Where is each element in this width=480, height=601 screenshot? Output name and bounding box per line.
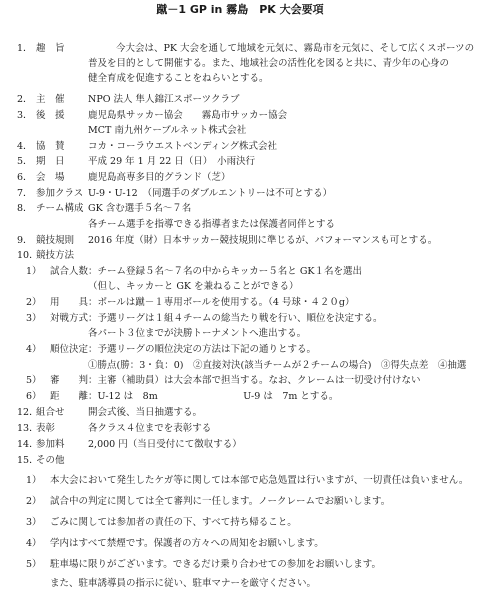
item-text: 用 具：ボールは蹴－１専用ボールを使用する。（4 号球・４２０g） bbox=[50, 297, 355, 308]
item-text: （但し、キッカーと GK を兼ねることができる） bbox=[88, 281, 299, 292]
section-number: 7． bbox=[17, 188, 33, 199]
list-item bbox=[0, 375, 480, 388]
body-text: 今大会は、PK 大会を通して地域を元気に、霧島市を元気に、そして広くスポーツの bbox=[116, 43, 475, 54]
section-number: 9． bbox=[17, 235, 33, 246]
section-label: 表彰 bbox=[36, 423, 56, 434]
list-item bbox=[0, 475, 480, 488]
section-date bbox=[0, 156, 480, 169]
section-number: 6． bbox=[17, 172, 33, 183]
item-number: 5） bbox=[26, 559, 42, 570]
section-label: 参加料 bbox=[36, 439, 65, 450]
section-value: 鹿児島県サッカー協会 霧島市サッカー協会 bbox=[88, 110, 288, 121]
section-label: チーム構成 bbox=[36, 203, 84, 214]
section-number: 14． bbox=[17, 439, 39, 450]
list-item bbox=[0, 559, 480, 572]
body-text: 普及を目的として開催する。また、地域社会の活性化を図ると共に、青少年の心身の bbox=[88, 58, 450, 69]
section-value: U-9・U-12 （同選手のダブルエントリーは不可とする） bbox=[88, 188, 333, 199]
body-text: 健全育成を促進することをねらいとする。 bbox=[88, 73, 269, 84]
section-award bbox=[0, 423, 480, 436]
section-value: GK 含む選手５名～７名 bbox=[88, 203, 192, 214]
section-label: 期 日 bbox=[36, 156, 65, 167]
section-label: 組合せ bbox=[36, 407, 65, 418]
item-text: 本大会において発生したケガ等に関しては本部で応急処置は行いますが、一切責任は負いません。 bbox=[50, 475, 469, 486]
section-value: 平成 29 年 1 月 22 日（日） 小雨決行 bbox=[88, 156, 256, 167]
list-item bbox=[0, 517, 480, 530]
item-number: 3） bbox=[26, 313, 42, 324]
section-value: 各クラス４位までを表彰する bbox=[88, 423, 212, 434]
section-number: 13． bbox=[17, 423, 39, 434]
section-rules bbox=[0, 235, 480, 248]
list-item bbox=[0, 538, 480, 551]
item-text: ごみに関しては参加者の責任の下、すべて持ち帰ること。 bbox=[50, 517, 297, 528]
item-text: 審 判：主審（補助員）は大会本部で担当する。なお、クレームは一切受け付けない bbox=[50, 375, 421, 386]
section-value: 2,000 円（当日受付にて徴収する） bbox=[88, 439, 242, 450]
section-number: 15． bbox=[17, 455, 39, 466]
section-label: 後 援 bbox=[36, 110, 65, 121]
item-text: 対戦方式：予選リーグは１組４チームの総当たり戦を行い、順位を決定する。 bbox=[50, 313, 383, 324]
item-text: また、駐車誘導員の指示に従い、駐車マナーを厳守ください。 bbox=[50, 578, 317, 589]
section-team bbox=[0, 203, 480, 216]
item-text: 学内はすべて禁煙です。保護者の方々への周知をお願いします。 bbox=[50, 538, 324, 549]
section-number: 10． bbox=[17, 250, 39, 261]
section-label: 趣 旨 bbox=[36, 43, 65, 54]
item-text: ①勝点(勝：3・負：0) ②直接対決(該当チームが２チームの場合) ③得失点差 ④抽選 bbox=[88, 360, 467, 371]
section-number: 3． bbox=[17, 110, 33, 121]
section-label: 競技方法 bbox=[36, 250, 75, 261]
item-number: 4） bbox=[26, 538, 42, 549]
section-value: 各チーム選手を指導できる指導者または保護者同伴とする bbox=[88, 219, 336, 230]
item-text: 順位決定：予選リーグの順位決定の方法は下記の通りとする。 bbox=[50, 344, 317, 355]
item-number: 2） bbox=[26, 496, 42, 507]
section-value: 開会式後、当日抽選する。 bbox=[88, 407, 203, 418]
section-value: NPO 法人 隼人錦江スポーツクラブ bbox=[88, 94, 240, 105]
section-organizer bbox=[0, 94, 480, 107]
section-value: コカ・コーラウエストベンディング株式会社 bbox=[88, 141, 278, 152]
item-text: 駐車場に限りがございます。できるだけ乗り合わせての参加をお願いします。 bbox=[50, 559, 381, 570]
item-number: 6） bbox=[26, 391, 42, 402]
section-number: 1． bbox=[17, 43, 33, 54]
item-number: 5） bbox=[26, 375, 42, 386]
section-label: 協 賛 bbox=[36, 141, 65, 152]
section-label: その他 bbox=[36, 455, 65, 466]
item-number: 3） bbox=[26, 517, 42, 528]
section-venue bbox=[0, 172, 480, 185]
section-label: 主 催 bbox=[36, 94, 65, 105]
list-item bbox=[0, 297, 480, 310]
section-draw bbox=[0, 407, 480, 420]
section-support bbox=[0, 110, 480, 123]
section-value: MCT 南九州ケーブルネット株式会社 bbox=[88, 125, 247, 136]
section-label: 競技規則 bbox=[36, 235, 75, 246]
section-other bbox=[0, 455, 480, 468]
section-number: 12． bbox=[17, 407, 39, 418]
section-class bbox=[0, 188, 480, 201]
item-number: 4） bbox=[26, 344, 42, 355]
section-sponsor bbox=[0, 141, 480, 154]
item-text: 各パート３位までが決勝トーナメントへ進出する。 bbox=[88, 328, 307, 339]
item-text: 距 離：U-12 は 8m U-9 は 7m とする。 bbox=[50, 391, 339, 402]
list-item bbox=[0, 496, 480, 509]
section-number: 2． bbox=[17, 94, 33, 105]
section-number: 5． bbox=[17, 156, 33, 167]
item-number: 1） bbox=[26, 266, 42, 277]
section-number: 4． bbox=[17, 141, 33, 152]
section-value: 鹿児島高専多目的グランド（芝） bbox=[88, 172, 231, 183]
list-item bbox=[0, 391, 480, 404]
section-label: 参加クラス bbox=[36, 188, 84, 199]
item-text: 試合人数：チーム登録５名～７名の中からキッカー５名と GK１名を選出 bbox=[50, 266, 363, 277]
item-number: 1） bbox=[26, 475, 42, 486]
section-method bbox=[0, 250, 480, 263]
section-label: 会 場 bbox=[36, 172, 65, 183]
section-value: 2016 年度（財）日本サッカー競技規則に準じるが、パフォーマンスも可とする。 bbox=[88, 235, 438, 246]
section-purpose bbox=[0, 43, 480, 56]
section-fee bbox=[0, 439, 480, 452]
list-item bbox=[0, 266, 480, 279]
section-number: 8． bbox=[17, 203, 33, 214]
list-item bbox=[0, 313, 480, 326]
item-number: 2） bbox=[26, 297, 42, 308]
item-text: 試合中の判定に関しては全て審判に一任します。ノークレームでお願いします。 bbox=[50, 496, 391, 507]
list-item bbox=[0, 344, 480, 357]
page-title: 蹴－1 GP in 霧島 PK 大会要項 bbox=[156, 3, 324, 16]
